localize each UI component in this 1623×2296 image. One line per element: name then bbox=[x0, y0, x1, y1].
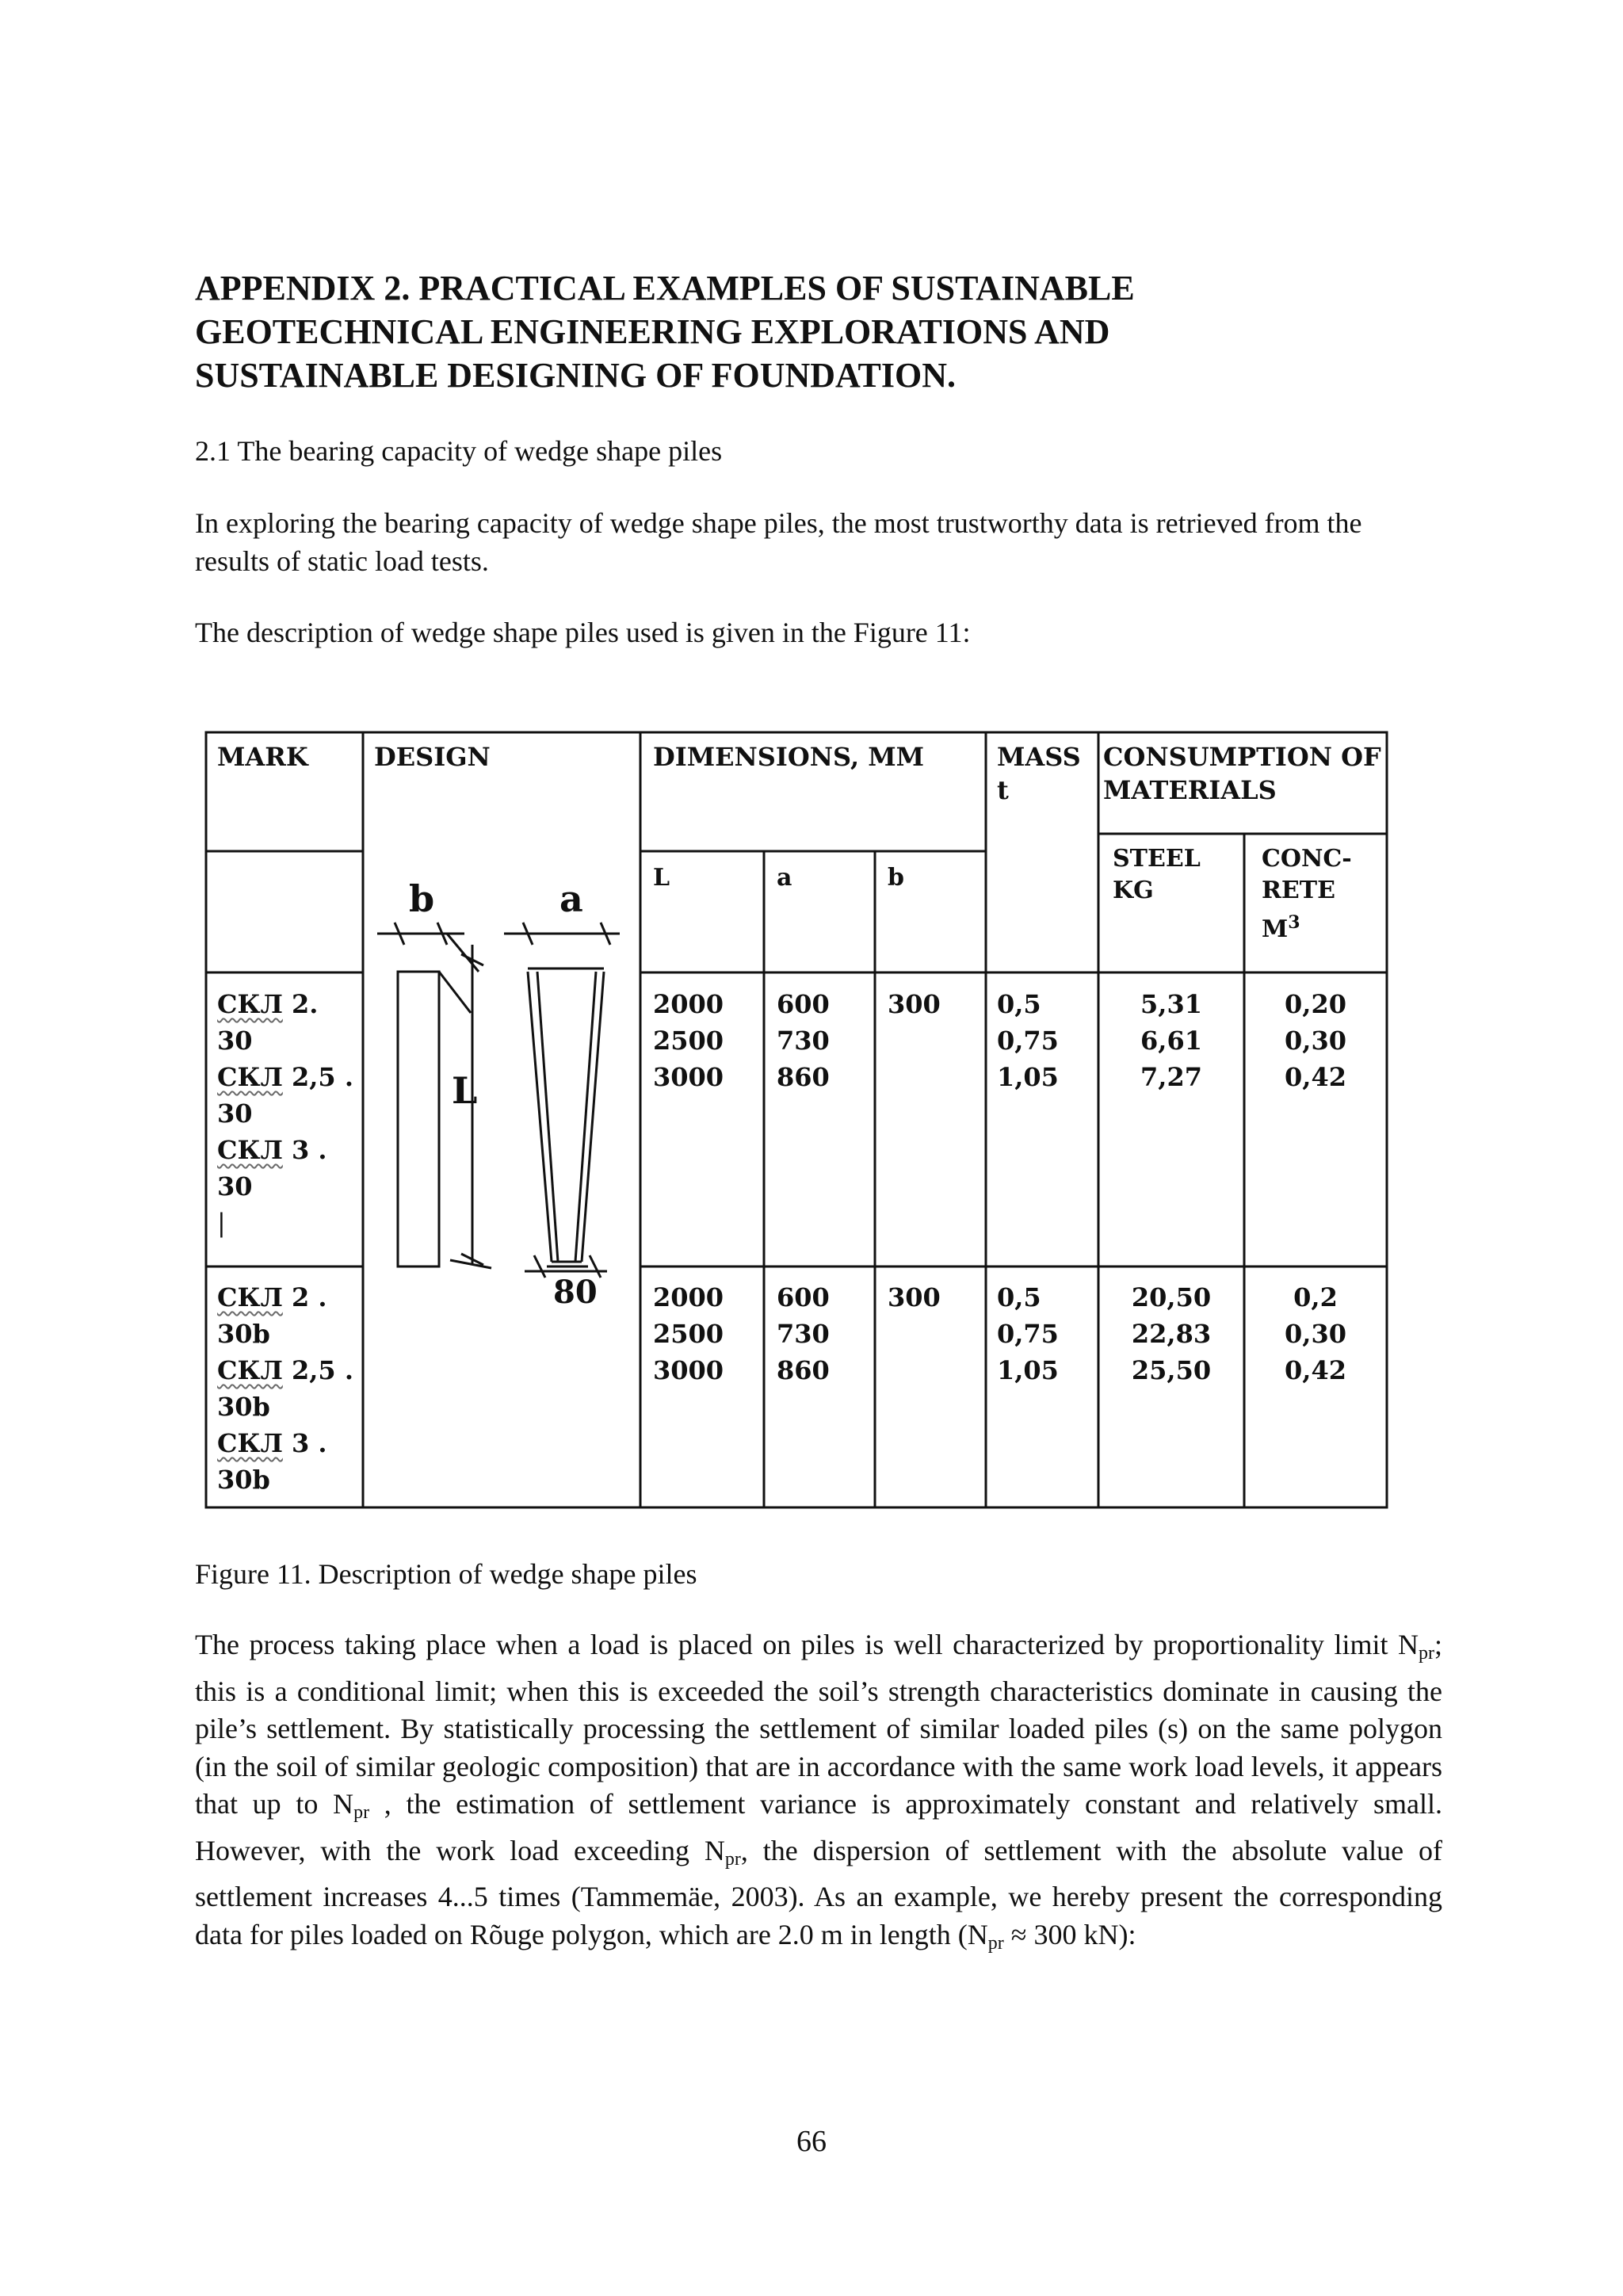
body-text: ; this is a conditional limit; when this is exceeded the soil’s strength characteristics dominate in causing the pile’s settlement. By statistically processing the settlement of similar loaded piles (s) on the same polygon (in the soil of similar geologic composition) that are in accordance with the same work load levels, it appears that up to N bbox=[195, 1629, 1442, 1820]
mark-suffix: 3 . bbox=[292, 1428, 327, 1458]
header-steel bbox=[1113, 843, 1201, 907]
value-L: 2500 bbox=[653, 1319, 724, 1349]
mark-suffix: 2 . bbox=[292, 1282, 327, 1312]
design-label-a: a bbox=[559, 877, 583, 920]
value-mass: 1,05 bbox=[997, 1062, 1059, 1092]
mark-code: 30 bbox=[217, 1098, 253, 1129]
subscript-pr: pr bbox=[353, 1802, 370, 1823]
section-title: 2.1 The bearing capacity of wedge shape piles bbox=[195, 435, 723, 467]
header-consumption-line2: MATERIALS bbox=[1103, 775, 1277, 805]
value-steel: 5,31 bbox=[1140, 989, 1202, 1019]
header-mass-line1: MASS bbox=[997, 742, 1081, 772]
header-dim-b: b bbox=[888, 864, 904, 892]
body-text: The process taking place when a load is placed on piles is well characterized by proportionality limit N bbox=[195, 1629, 1419, 1660]
value-mass: 0,75 bbox=[997, 1319, 1059, 1349]
value-steel: 22,83 bbox=[1131, 1319, 1212, 1349]
mark-name: СКЛ bbox=[217, 1355, 283, 1385]
header-dimensions: DIMENSIONS, MM bbox=[653, 742, 925, 772]
mark-code: 30b bbox=[217, 1392, 270, 1422]
subscript-pr: pr bbox=[987, 1932, 1004, 1954]
intro-paragraph: In exploring the bearing capacity of wedge shape piles, the most trustworthy data is retrieved from the results of static load tests. bbox=[195, 507, 1362, 577]
value-concrete: 0,2 bbox=[1293, 1282, 1338, 1312]
appendix-heading bbox=[195, 266, 1463, 397]
value-L: 3000 bbox=[653, 1062, 724, 1092]
heading-line-3: SUSTAINABLE DESIGNING OF FOUNDATION. bbox=[195, 356, 957, 395]
header-consumption-line1: CONSUMPTION OF bbox=[1103, 742, 1381, 772]
group2-steel bbox=[1098, 1279, 1244, 1389]
value-steel: 20,50 bbox=[1131, 1282, 1212, 1312]
value-concrete: 0,42 bbox=[1285, 1355, 1346, 1385]
mark-code: 30b bbox=[217, 1319, 270, 1349]
group1-mass bbox=[997, 986, 1059, 1095]
header-dim-a: a bbox=[777, 864, 792, 892]
mark-suffix: 2,5 . bbox=[292, 1355, 353, 1385]
value-a: 860 bbox=[777, 1355, 830, 1385]
header-steel-line1: STEEL bbox=[1113, 845, 1201, 873]
body-text: , the dispersion of settlement with the absolute value of settlement increases 4...5 times (Tammemäe, 2003). As an example, we hereby present the corresponding data for piles loaded on Rõuge polygon, which are 2.0 m in length (N bbox=[195, 1834, 1442, 1950]
mark-code: 30 bbox=[217, 1171, 253, 1201]
mark-code: 30 bbox=[217, 1026, 253, 1056]
value-L: 2500 bbox=[653, 1026, 724, 1056]
group1-marks bbox=[217, 986, 360, 1241]
design-label-L: L bbox=[452, 1069, 478, 1112]
value-a: 730 bbox=[777, 1026, 830, 1056]
header-mark: MARK bbox=[217, 742, 308, 772]
figure-caption: Figure 11. Description of wedge shape piles bbox=[195, 1558, 697, 1590]
mark-code: 30b bbox=[217, 1465, 270, 1495]
design-label-b: b bbox=[409, 877, 435, 920]
group1-a bbox=[777, 986, 830, 1095]
group1-L bbox=[653, 986, 724, 1095]
group1-steel bbox=[1098, 986, 1244, 1095]
figure-intro: The description of wedge shape piles used is given in the Figure 11: bbox=[195, 617, 971, 648]
mark-suffix: 2,5 . bbox=[292, 1062, 353, 1092]
value-a: 730 bbox=[777, 1319, 830, 1349]
value-a: 600 bbox=[777, 1282, 830, 1312]
header-consumption bbox=[1103, 740, 1381, 807]
value-a: 600 bbox=[777, 989, 830, 1019]
subscript-pr: pr bbox=[724, 1848, 741, 1870]
mark-name: СКЛ bbox=[217, 1135, 283, 1165]
page-number: 66 bbox=[796, 2125, 827, 2158]
value-steel: 6,61 bbox=[1140, 1026, 1202, 1056]
value-steel: 25,50 bbox=[1131, 1355, 1212, 1385]
subscript-pr: pr bbox=[1418, 1643, 1434, 1664]
mark-name: СКЛ bbox=[217, 989, 283, 1019]
value-concrete: 0,20 bbox=[1285, 989, 1346, 1019]
mark-suffix: 3 . bbox=[292, 1135, 327, 1165]
value-mass: 0,75 bbox=[997, 1026, 1059, 1056]
group1-b: 300 bbox=[888, 989, 941, 1019]
value-mass: 0,5 bbox=[997, 1282, 1041, 1312]
group2-concrete bbox=[1244, 1279, 1387, 1389]
header-mass-line2: t bbox=[997, 775, 1009, 805]
heading-line-2: GEOTECHNICAL ENGINEERING EXPLORATIONS AND bbox=[195, 312, 1110, 351]
value-steel: 7,27 bbox=[1140, 1062, 1202, 1092]
group2-marks bbox=[217, 1279, 360, 1498]
value-L: 2000 bbox=[653, 1282, 724, 1312]
body-text: , the estimation of settlement variance is approximately constant and relatively small. However, with the work load exceeding N bbox=[195, 1788, 1442, 1866]
value-L: 3000 bbox=[653, 1355, 724, 1385]
value-concrete: 0,30 bbox=[1285, 1026, 1346, 1056]
value-a: 860 bbox=[777, 1062, 830, 1092]
body-paragraph bbox=[195, 1626, 1442, 1962]
mark-name: СКЛ bbox=[217, 1282, 283, 1312]
header-concrete bbox=[1262, 843, 1352, 946]
mark-name: СКЛ bbox=[217, 1428, 283, 1458]
design-label-tip: 80 bbox=[553, 1274, 598, 1311]
heading-line-1: APPENDIX 2. PRACTICAL EXAMPLES OF SUSTAINABLE bbox=[195, 269, 1135, 308]
mark-name: СКЛ bbox=[217, 1062, 283, 1092]
figure-11-table bbox=[204, 731, 1388, 1509]
pile-drawing bbox=[377, 923, 620, 1278]
header-concrete-line1: CONC- bbox=[1262, 845, 1352, 873]
value-L: 2000 bbox=[653, 989, 724, 1019]
header-concrete-line2: RETE bbox=[1262, 877, 1335, 904]
value-mass: 1,05 bbox=[997, 1355, 1059, 1385]
header-dim-L: L bbox=[653, 864, 670, 892]
group1-concrete bbox=[1244, 986, 1387, 1095]
header-steel-line2: KG bbox=[1113, 877, 1154, 904]
header-mass bbox=[997, 740, 1081, 807]
value-mass: 0,5 bbox=[997, 989, 1041, 1019]
group2-L bbox=[653, 1279, 724, 1389]
table-grid bbox=[204, 731, 1388, 1509]
group2-a bbox=[777, 1279, 830, 1389]
value-concrete: 0,42 bbox=[1285, 1062, 1346, 1092]
header-design: DESIGN bbox=[374, 742, 491, 772]
header-concrete-line3: M bbox=[1262, 915, 1289, 943]
group2-mass bbox=[997, 1279, 1059, 1389]
mark-suffix: 2. bbox=[292, 989, 319, 1019]
value-concrete: 0,30 bbox=[1285, 1319, 1346, 1349]
group2-b: 300 bbox=[888, 1282, 941, 1312]
body-text: ≈ 300 kN): bbox=[1003, 1918, 1136, 1950]
extra-mark: | bbox=[217, 1208, 226, 1238]
header-concrete-sup: 3 bbox=[1288, 912, 1300, 933]
